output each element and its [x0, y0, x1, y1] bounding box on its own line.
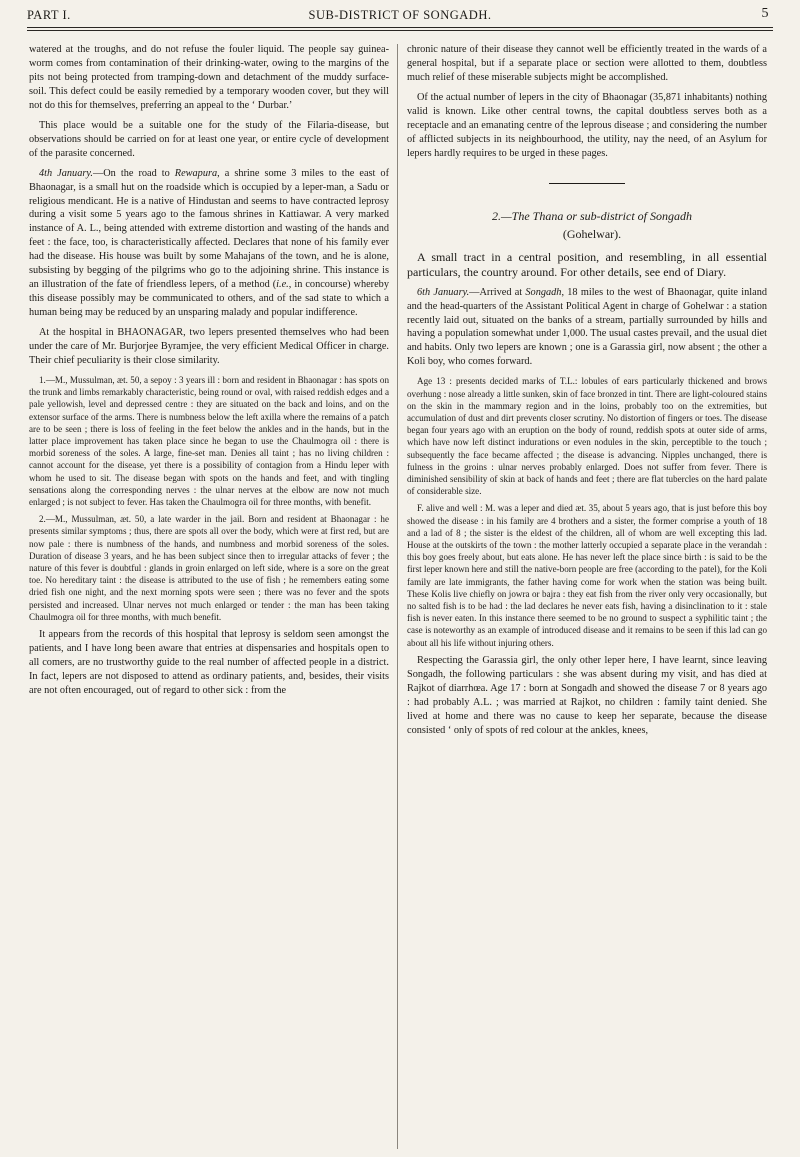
part-label: PART I. [27, 8, 71, 22]
paragraph-rewapura [29, 167, 389, 320]
case-notes-songadh [407, 375, 767, 648]
text-segment: —On the road to [92, 167, 175, 179]
header-rule [27, 27, 773, 28]
paragraph-guinea-worm: watered at the troughs, and do not refuse the fouler liquid. The people say guinea-worm comes from contamination of their drinking-water, owing to the margins of the pits not being protected from tramping-down and detachment of the muddy surface-soil. This defect could be easily remedied by a temporary wooden cover, but they will not do this for themselves, preferring an appeal to the ‘ Durbar.’ [29, 44, 389, 111]
page-number: 5 [761, 6, 769, 21]
place-rewapura: Rewapura [174, 167, 218, 179]
place-songadh: Songadh [525, 286, 562, 298]
paragraph-chronic-nature: chronic nature of their disease they cannot well be efficiently treated in the wards of a general hospital, but if a separate place or section were allotted to them, doubtless much relief of these miserable subjects might be accomplished. [407, 44, 767, 83]
text-segment: —Arrived at [469, 286, 526, 298]
paragraph-bhaonagar-hospital: At the hospital in BHAONAGAR, two lepers presented themselves who had been under the care of Mr. Burjorjee Byramjee, the very efficient Medical Officer in charge. Their chief peculiarity is their close similarity. [29, 327, 389, 367]
text-segment: , 18 miles to the west of Bhaonagar, quite inland and the head-quarters of the Assistant Political Agent in charge of Gohelwar : a station recently laid out, situated on the banks of a stream, partially surrounded by hills and having a population somewhat under 1,000. The usual castes prevail, and the usual diet and habits. Only two lepers are known ; one is a Garassia girl, now absent ; the other a Koli boy, who comes forward. [407, 286, 767, 368]
case-2: 2.—M., Mussulman, æt. 50, a late warder in the jail. Born and resident at Bhaonagar : he presents similar symptoms ; thus, there are spots all over the body, which were at first red, but are now pale : there is numbness of the hands, and numbness and morbid soreness of the soles. Duration of disease 3 years, and he has been subject since then to irregular attacks of fever ; the nature of this fever is doubtful : glands in groin enlarged on left side, where is a sore on the great toe. No hereditary taint : the disease is attributed to the use of fish ; he remembers eating some dried fish one night, and the next morning spots were seen ; there was no fever and the spots persisted and increased. Ulnar nerves not much enlarged or tender : the man has been taking Chaulmogra oil for three months, with much benefit. [29, 514, 389, 622]
left-column [29, 43, 389, 704]
page-title: SUB-DISTRICT OF SONGADH. [308, 8, 492, 22]
paragraph-asylum: Of the actual number of lepers in the city of Bhaonagar (35,871 inhabitants) nothing valid is known. Like other central towns, the capital doubtless serves both as a receptacle and an emanating centre of the leprous disease ; and considering the number of afflicted subjects in its neighbourhood, the utility, nay the need, of an Asylum for lepers hardly requires to be urged in these pages. [407, 91, 767, 159]
paragraph-songadh-arrival [407, 286, 767, 370]
right-column [407, 43, 767, 744]
text-segment: , in concourse) whereby this disease possibly may be communicated to others, and of the sad state to which a human being may be reduced by an unsparing malady and popular indifference. [29, 279, 389, 319]
column-divider [397, 44, 398, 1149]
paragraph-hospital-records: It appears from the records of this hospital that leprosy is seldom seen amongst the patients, and I have long been aware that entries at dispensaries and hospitals open to all comers, are no trustworthy guide to the real number of affected people in a district. In fact, lepers are not disposed to attend as ordinary patients, and, besides, their visits are not often encouraged, out of regard to other sick : from the [29, 629, 389, 696]
section-subtitle: (Gohelwar). [562, 226, 622, 241]
date-4th-january: 4th January. [39, 167, 93, 179]
date-6th-january: 6th January. [417, 286, 470, 298]
paragraph-small-tract: A small tract in a central position, and resembling, in all essential particulars, the country around. For other details, see end of Diary. [407, 249, 767, 279]
case-family-history: F. alive and well : M. was a leper and died æt. 35, about 5 years ago, that is just before this boy showed the disease : in his family are 4 brothers and a sister, the former comprise a youth of 18 and a lad of 8 ; the sister is the eldest of the children, all of whom are well excepting this lad. House at the outskirts of the town : the mother latterly occupied a separate place in the verandah : this boy goes freely about, but eats alone. He has never left the place since birth : is said to be the first leper known here and still the native-born people are free (according to the patel), for the Koli family are late immigrants, the father having come for work when the station was being built. These Kolis live chiefly on jowra or bajra : they eat fish from the river only very occasionally, but no salted fish is to be had : the lad declares he never eats fish, having a disinclination to it : stale fish is never eaten. In this instance there seemed to be no ground to suspect a syphilitic taint ; the case is noteworthy as an example of introduced disease and it remains to be seen if this lad can go about all his life without injuring others. [407, 503, 767, 648]
paragraph-filaria: This place would be a suitable one for the study of the Filaria-disease, but observations should be carried on for at least one year, or entire cycle of development of the parasite concerned. [29, 119, 389, 159]
header-rule-double [27, 30, 773, 31]
running-header [27, 6, 773, 28]
case-koli-boy: Age 13 : presents decided marks of T.L.: lobules of ears particularly thickened and brows overhung : nose already a little sunken, skin of face bronzed in tint. There are light-coloured stains on the skin in the mammary region and in the loins, probably too on the extremities, but accumulation of dust and dirt prevents closer scrutiny. No distortion of fingers or toes. The disease began four years ago with an eruption on the body of round, reddish spots at outer side of arms, which have now left distinct indurations or even nodules in the skin, perceptible to the touch ; subsequently the face became affected ; the disease is advancing. Nipples unchanged, there is fulness in the groins : ulnar nerves probably enlarged. Does not suffer from fever. There is diminished sensibility of skin at back of hands and feet ; there are flat tubercles on the hard palate of considerable size. [407, 376, 767, 497]
text-ie: i.e. [276, 279, 289, 291]
case-notes [29, 374, 389, 623]
case-1: 1.—M., Mussulman, æt. 50, a sepoy : 3 years ill : born and resident in Bhaonagar : has spots on the trunk and limbs remarkably characteristic, being round or oval, with raised reddish edges and a pale yellowish, level and depressed centre : they are situated on the back and loins, and on the extensor surface of the arms. There is numbness below the left axilla where the remains of a patch are to be seen ; there is loss of feeling in the feet below the ankles and in the hands, but in the latter place improvement has taken place since he began to use the Chaulmogra oil : there is morbid soreness of the soles. A large, fine-set man. Denies all taint ; has no living children : cannot account for the disease, yet there is a possibility of contagion from a Hindu leper with whom he used to sit. The disease began with spots on the hands and feet, and with tingling sensations along the corresponding nerves : the ulnar nerves at the elbow are now not much enlarged ; is not subject to fever. Has taken the Chaulmogra oil for three months, with benefit. [29, 374, 389, 507]
section-title-text: 2.—The Thana or sub-district of Songadh [491, 208, 692, 223]
text-segment: , a shrine some 3 miles to the east of Bhaonagar, is a small hut on the roadside which is occupied by a leper-man, a Sadu or religious mendicant. He is a native of Hindustan and seems to have contracted leprosy during a visit some 5 years ago to the famous shrines in Kattiawar. A very marked instance of A. L., being attended with extreme distortion and wasting of the hands and feet : the face, too, is characteristically affected. Declares that none of his family ever had the disease. His house was built by some Mahajans of the town, and he is alone, subsisting by begging of the pilgrims who go to the adjoining shrine. This instance is an illustration of the fate of friendless lepers, of a method ( [29, 167, 390, 291]
paragraph-garassia-girl: Respecting the Garassia girl, the only other leper here, I have learnt, since leaving Songadh, the following particulars : she was absent during my visit, and has died at Rajkot of diarrhœa. Age 17 : born at Songadh and showed the disease 7 or 8 years ago : had probably A.L. ; was married at Rajkot, no children : family taint denied. She lived at home and there was no cause to keep her separate, because the disease consisted ‘ only of spots of red colour at the ankles, knees, [407, 654, 767, 736]
section-title [407, 208, 767, 224]
section-rule [549, 183, 625, 184]
